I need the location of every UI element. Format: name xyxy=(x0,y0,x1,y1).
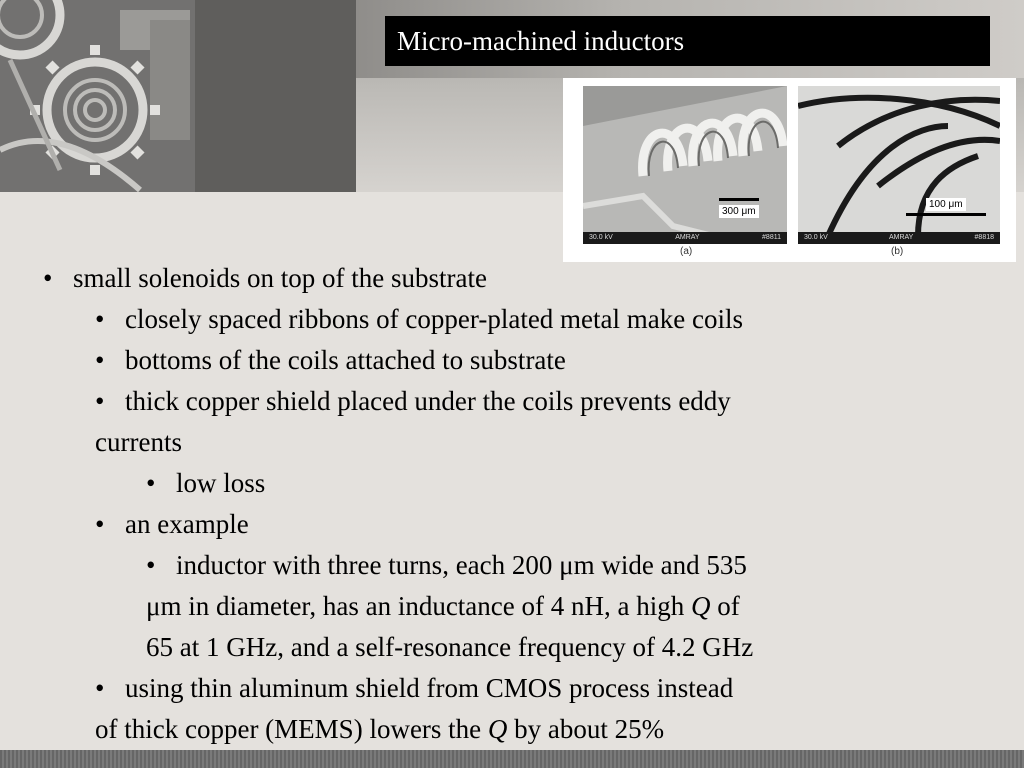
sem-voltage: 30.0 kV xyxy=(589,234,613,241)
sem-id: #8811 xyxy=(762,234,781,241)
bullet-text-continuation xyxy=(95,709,664,750)
bullet-text: bottoms of the coils attached to substrate xyxy=(125,345,566,375)
bullet-text-continuation: currents xyxy=(95,427,182,457)
bullet-text: using thin aluminum shield from CMOS process instead xyxy=(125,673,734,703)
list-item xyxy=(95,504,249,545)
sem-brand: AMRAY xyxy=(675,234,700,241)
sem-id: #8818 xyxy=(974,234,994,241)
bullet-glyph: • xyxy=(95,509,105,539)
bullet-glyph: • xyxy=(43,263,53,293)
bullet-text-continuation: 65 at 1 GHz, and a self-resonance frequency of 4.2 GHz xyxy=(146,632,754,662)
bullet-glyph: • xyxy=(146,550,156,580)
q-symbol: Q xyxy=(487,714,508,744)
list-item xyxy=(146,545,747,586)
text-run: by about 25% xyxy=(507,714,665,744)
sem-footer xyxy=(798,232,1000,244)
solenoid-sem-image xyxy=(583,86,787,244)
micro-gear-photo xyxy=(0,0,356,192)
list-item xyxy=(95,668,733,709)
text-run: μm in diameter, has an inductance of 4 nH, a high xyxy=(146,591,691,621)
list-item xyxy=(95,299,743,340)
figure-caption-a: (a) xyxy=(680,246,693,257)
sem-footer xyxy=(583,232,787,244)
sem-brand: AMRAY xyxy=(888,234,914,241)
sem-voltage: 30.0 kV xyxy=(804,234,828,241)
q-symbol: Q xyxy=(690,591,711,621)
text-run: of thick copper (MEMS) lowers the xyxy=(95,714,488,744)
bullet-glyph: • xyxy=(95,673,105,703)
bullet-text: low loss xyxy=(176,468,266,498)
sem-figure xyxy=(563,78,1016,262)
list-item xyxy=(43,258,487,299)
list-item xyxy=(146,463,265,504)
bullet-glyph: • xyxy=(95,386,105,416)
bullet-text: inductor with three turns, each 200 μm wide and 535 xyxy=(176,550,747,580)
bullet-glyph: • xyxy=(95,345,105,375)
scale-bar-label: 300 μm xyxy=(719,205,759,218)
slide-title: Micro-machined inductors xyxy=(385,16,990,66)
footer-bar xyxy=(0,750,1024,768)
bullet-text: an example xyxy=(125,509,249,539)
bullet-glyph: • xyxy=(146,468,156,498)
bullet-text: closely spaced ribbons of copper-plated metal make coils xyxy=(125,304,743,334)
scale-bar-label: 100 μm xyxy=(926,198,966,211)
list-item xyxy=(95,340,566,381)
curled-ribbon-sem-image xyxy=(798,86,1000,244)
bullet-text: small solenoids on top of the substrate xyxy=(73,263,487,293)
bullet-text: thick copper shield placed under the coils prevents eddy xyxy=(125,386,731,416)
bullet-text-continuation xyxy=(146,586,740,627)
figure-caption-b: (b) xyxy=(891,246,904,257)
list-item xyxy=(95,381,731,422)
bullet-glyph: • xyxy=(95,304,105,334)
text-run: of xyxy=(710,591,740,621)
